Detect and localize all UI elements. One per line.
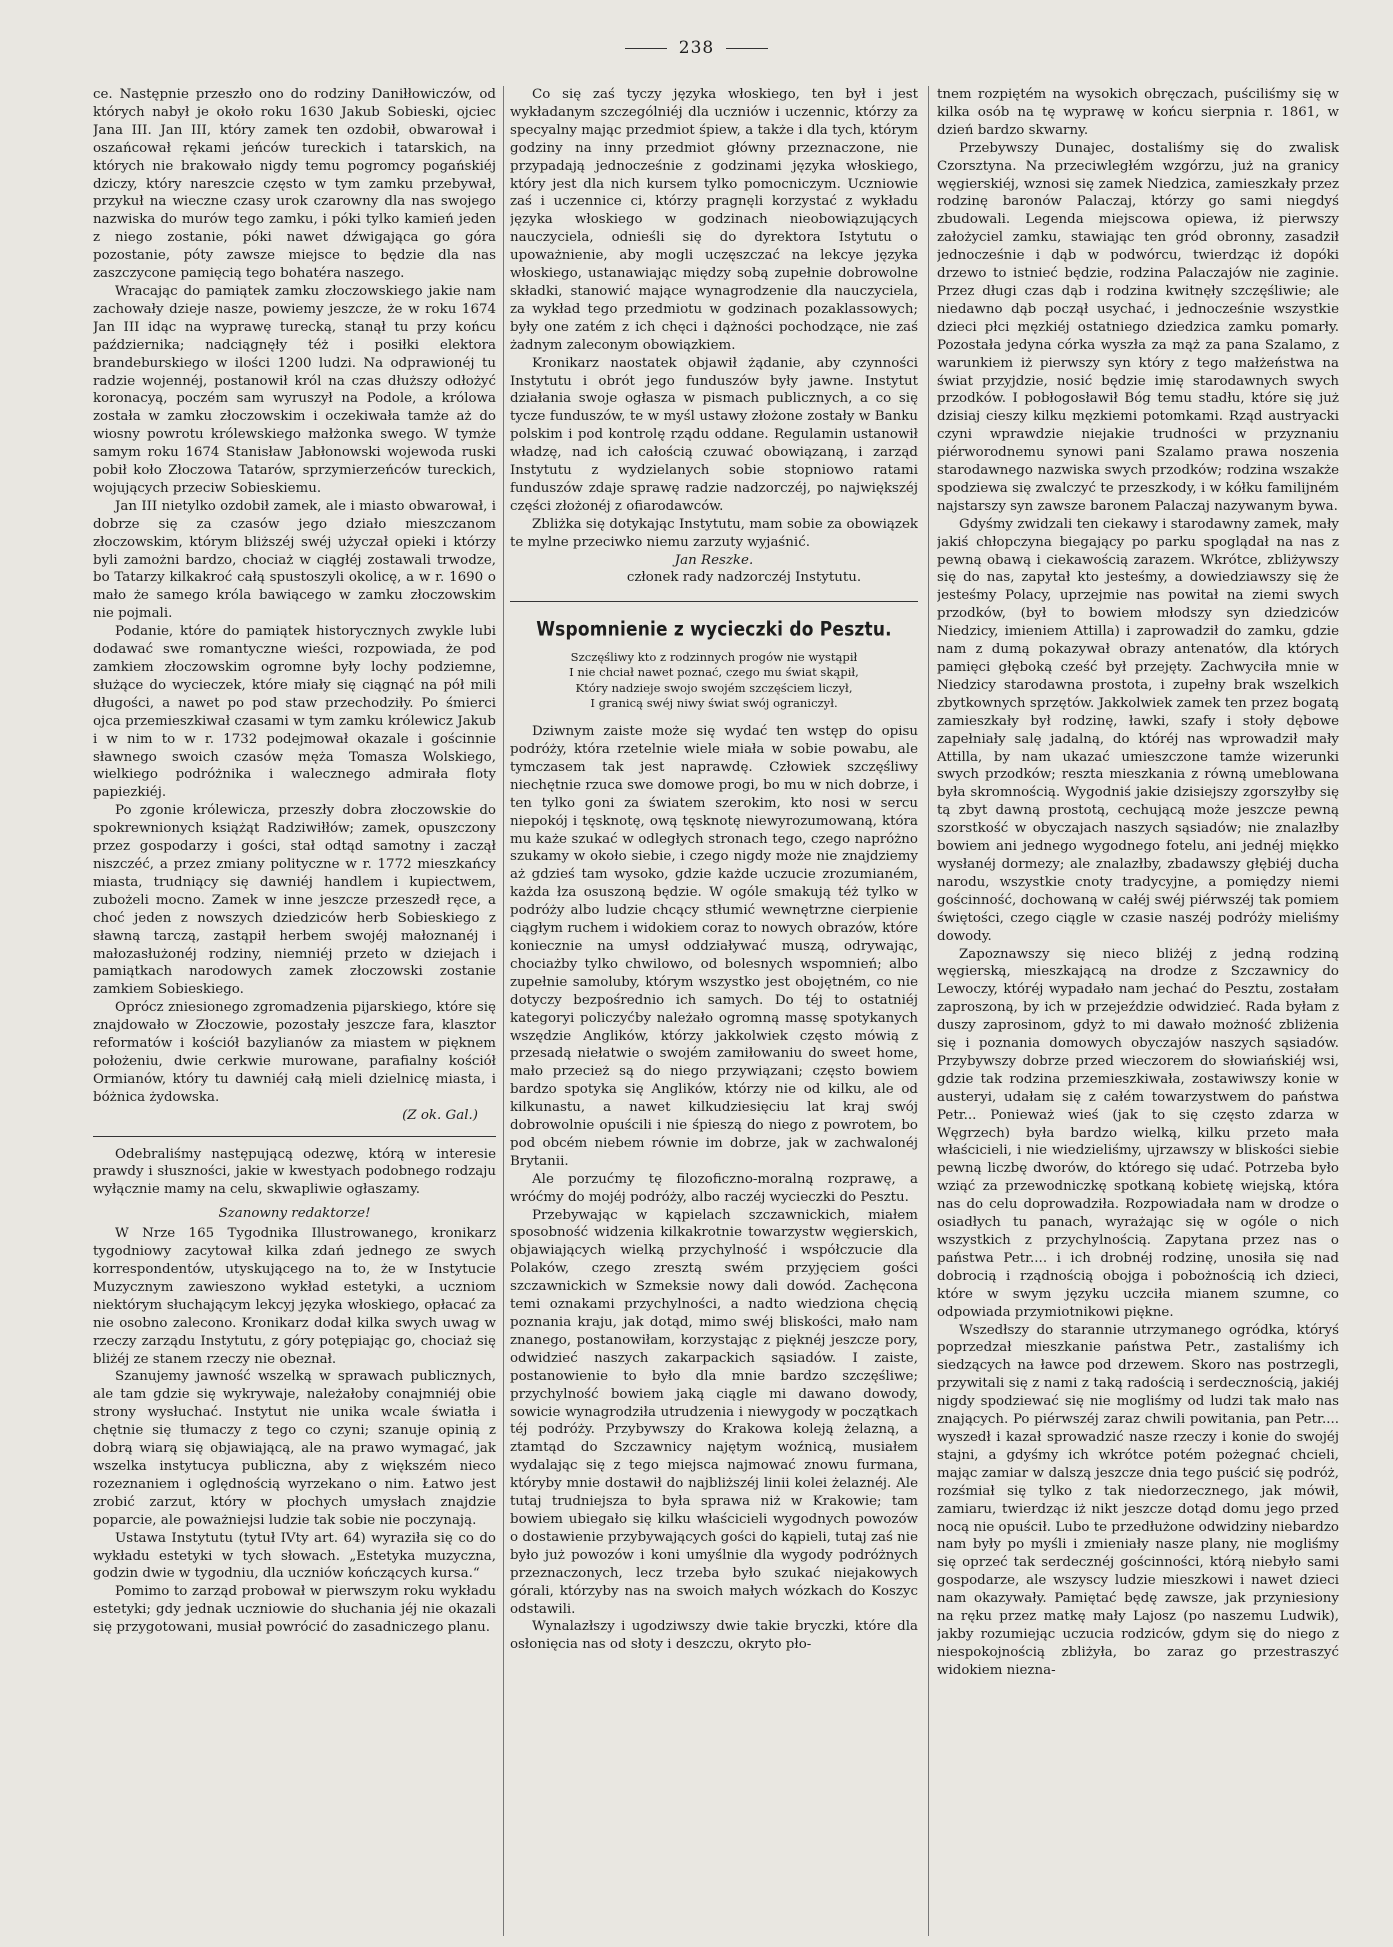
article-paragraph: Ale porzućmy tę filozoficzno-moralną rozprawę, a wróćmy do mojéj podróży, albo raczéj wycieczki do Pesztu. [510,1171,918,1205]
paragraph: Zbliżka się dotykając Instytutu, mam sobie za obowiązek te mylne przeciwko niemu zarzuty wyjaśnić. [510,516,918,550]
paragraph: Co się zaś tyczy języka włoskiego, ten był i jest wykładanym szczególniéj dla uczniów i uczennic, którzy za specyalny mając przedmiot śpiew, a także i dla tych, którym godziny na inny przedmiot główny przeznaczone, nie przypadają jednocześnie z godzinami języka włoskiego, który jest dla nich kursem tylko pomocniczym. Uczniowie zaś i uczennice ci, którzy pragnęli korzystać z wykładu języka włoskiego w godzinach nieobowiązujących nauczyciela, odnieśli się do dyrektora Istytutu o upoważnienie, aby mogli uczęszczać na lekcye języka włoskiego, ustanawiając między sobą zupełnie dobrowolne składki, stanowić mające wynagrodzenie dla nauczyciela, za wykład tego przedmiotu w godzinach pozaklassowych; były one zatém z ich chęci i dążności pochodzące, nie zaś żadnym zaleconym obowiązkiem. [510,87,918,353]
letter-paragraph: Pomimo to zarząd probował w pierwszym roku wykładu estetyki; gdy jednak uczniowie do słuchania jéj nie okazali się przygotowani, musiał powrócić do zasadniczego planu. [93,1584,496,1636]
column-2 [510,86,918,1936]
signature-name: Jan Reszke. [674,552,754,568]
paragraph: Oprócz zniesionego zgromadzenia pijarskiego, które się znajdowało w Złoczowie, pozostały jeszcze fara, klasztor reformatów i kościół bazylianów za miastem w pięknem położeniu, dwie cerkwie murowane, parafialny kościół Ormianów, który tu dawniéj całą mieli dzielnicę miasta, i bóżnica żydowska. [93,1000,496,1105]
paragraph: Zapoznawszy się nieco bliżéj z jedną rodziną węgierską, mieszkającą na drodze z Szczawnicy do Lewoczy, któréj wypadało nam jechać do Pesztu, zostałam zaproszoną, by ich w przejeździe odwidzieć. Rada byłam z duszy zaprosinom, gdyż to mi dawało możność zbliżenia się i poznania domowych obyczajów naszych sąsiadów. Przybywszy dobrze przed wieczorem do słowiańskiéj wsi, gdzie tak rodzina przemieszkiwała, zostawiwszy konie w austeryi, udałam się z całém towarzystwem do państwa Petr... Ponieważ wieś (jak to się często zdarza w Węgrzech) była bardzo wielką, kilku przeto mała właścicieli, i nie wiedzieliśmy, ujrzawszy w bliskości siebie pewną liczbę dworów, do którego się udać. Potrzeba było wziąć za przewodniczkę spotkaną kobietę wiejską, która nas do celu doprowadziła. Rozpowiadała nam w drodze o osiadłych tu panach, wyrażając się w ogóle o nich wszystkich z przychylnością. Zapytana przez nas o państwa Petr.... i ich drobnéj rodzinę, unosiła się nad dobrocią i rządnością obojga i pobożnością ich dzieci, które w swym języku uczciła mianem szumne, co odpowiada przymiotnikowi piękne. [937,946,1339,1320]
paragraph: tnem rozpiętém na wysokich obręczach, puściliśmy się w kilka osób na tę wyprawę w końcu sierpnia r. 1861, w dzień bardzo skwarny. [937,87,1339,138]
column-1 [93,86,496,1936]
paragraph: ce. Następnie przeszło ono do rodziny Daniłłowiczów, od których nabył je około roku 1630 Jakub Sobieski, ojciec Jana III. Jan III, który zamek ten ozdobił, obwarował i oszańcował rękami jeńców tureckich i tatarskich, na których nie brakowało nigdy temu pogromcy pogańskiéj dziczy, który nareszcie często w tym zamku przebywał, przykuł na wieczne czasy urok czarowny dla nas swojego nazwiska do murów tego zamku, i póki tylko kamień jeden z niego zostanie, póki nawet dźwigająca go góra pozostanie, póty zawsze miejsce to będzie dla nas zaszczycone pamięcią tego bohatéra naszego. [93,87,496,282]
letter-paragraph: Ustawa Instytutu (tytuł IVty art. 64) wyraziła się co do wykładu estetyki w tych słowach. „Estetyka muzyczna, godzin dwie w tygodniu, dla uczniów kończących kursa.“ [93,1530,496,1582]
article-paragraph: Wynalazłszy i ugodziwszy dwie takie bryczki, które dla osłonięcia nas od słoty i deszczu, okryto pło- [510,1619,918,1653]
signature-role: członek rady nadzorczéj Instytutu. [626,570,862,586]
letter-paragraph: Szanujemy jawność wszelką w sprawach publicznych, ale tam gdzie się wykrywaje, należałoby conajmniéj obie strony wysłuchać. Instytut nie unika wcale światła i chętnie się tłumaczy z tego co czyni; szanuje opinią z dobrą wiarą się objawiającą, ale na prawo wymagać, jak wszelka instytucya publiczna, aby z większém nieco rozeznaniem i oględnością wyrzekano o nim. Łatwo jest zrobić zarzut, który w płochych umysłach znajdzie poparcie, ale poważniejsi ludzie tak sobie nie poczynają. [93,1369,496,1528]
paragraph: Podanie, które do pamiątek historycznych zwykle lubi dodawać swe romantyczne wieści, rozpowiada, że pod zamkiem złoczowskim ogromne były lochy podziemne, służące do wycieczek, które miały się ciągnąć na pół mili długości, a nawet po pod staw przechodziły. Po śmierci ojca przemieszkiwał czasami w tym zamku królewicz Jakub i w nim to w r. 1732 podejmował okazale i gościnnie sławnego swoich czasów męża Tomasza Wolskiego, wielkiego podróżnika i walecznego admirała floty papiezkiéj. [93,624,496,801]
epigraph [510,650,918,711]
paragraph: Kronikarz naostatek objawił żądanie, aby czynności Instytutu i obrót jego funduszów były jawne. Instytut działania swoje ogłasza w pismach publicznych, a co się tycze funduszów, te w myśl ustawy złożone zostały w Banku polskim i pod kontrolę rządu oddane. Regulamin ustanowił władzę, nad ich całością czuwać obowiązaną, i zarząd Instytutu z wydzielanych sobie stopniowo ratami funduszów zdaje sprawę radzie nadzorczéj, po największéj części złożonéj z ofiarodawców. [510,355,918,514]
source-note: (Z ok. Gal.) [402,1107,478,1123]
article-title: Wspomnienie z wycieczki do Pesztu. [536,618,892,642]
epigraph-line: Szczęśliwy kto z rodzinnych progów nie wystąpił [570,650,858,665]
paragraph: Jan III nietylko ozdobił zamek, ale i miasto obwarował, i dobrze się za czasów jego działo mieszczanom złoczowskim, którym bliższéj swéj użyczał opieki i którzy byli zamożni bardzo, chociaż w ciągłéj zostawali trwodze, bo Tatarzy kilkakroć całą spustoszyli okolicę, a w r. 1690 o mało że samego króla bawiącego w zamku złoczowskim nie pojmali. [93,498,496,622]
paragraph: Wszedłszy do starannie utrzymanego ogródka, któryś poprzedzał mieszkanie państwa Petr., zastaliśmy ich siedzących na ławce pod drzewem. Skoro nas postrzegli, przywitali się z nami z taką radością i serdecznością, jakiéj nigdy spodziewać się nie mogliśmy od ludzi tak mało nas znających. Po piérwszéj zaraz chwili powitania, pan Petr.... wyszedł i kazał sprowadzić nasze rzeczy i konie do swojéj stajni, a gdyśmy ich wkrótce potém pożegnać chcieli, mając zamiar w dalszą jeszcze dnia tego puścić się podróż, rozśmiał się tylko z tak niedorzecznego, jak mówił, zamiaru, twierdząc iż nikt jeszcze dotąd domu jego przed nocą nie opuścił. Lubo te przedłużone odwidziny niebardzo nam były po myśli i zmieniały nasze plany, nie mogliśmy się oprzeć tak serdecznéj gościnności, którą niebyło sami gospodarze, ale wszyscy ludzie mieszkowi i nawet dzieci nam okazywały. Pamiętać będę zawsze, jak przyniesiony na ręku przez matkę mały Lajosz (po naszemu Ludwik), jakby rozumiejąc uczucia rodziców, gdym się do niego z niespokojnością zbliżyła, bo zaraz go przestraszyć widokiem niezna- [937,1322,1339,1678]
paragraph: Przebywszy Dunajec, dostaliśmy się do zwalisk Czorsztyna. Na przeciwległém wzgórzu, już na granicy węgierskiéj, wznosi się zamek Niedzica, zamieszkały przez rodzinę baronów Palaczaj, którzy go sami niegdyś zbudowali. Legenda miejscowa opiewa, iż pierwszy założyciel zamku, stawiając ten gród obronny, zasadził jednocześnie i dąb w podwórcu, twierdząc iż dopóki drzewo to istnieć będzie, rodzina Palaczajów nie zaginie. Przez długi czas dąb i rodzina kwitnęły szczęśliwie; ale niedawno dąb począł usychać, i jednocześnie wszystkie dzieci płci męzkiéj ostatniego dziedzica zamku pomarły. Pozostała jedyna córka wyszła za mąż za pana Szalamo, z warunkiem iż pierwszy syn który z tego małżeństwa na świat przyjdzie, nosić będzie imię starodawnych swych przodków. I pobłogosławił Bóg temu stadłu, które się już dzisiaj cieszy kilku męzkiemi potomkami. Rząd austryacki czyni wprawdzie niejakie trudności w przyznaniu piérworodnemu synowi pani Szalamo prawa noszenia starodawnego nazwiska swych przodków; rodzina wszakże spodziewa się zwalczyć te przeszkody, i w kółku familijném najstarszy syn zawsze baronem Palaczaj nazywanym bywa. [937,140,1339,514]
paragraph: Wracając do pamiątek zamku złoczowskiego jakie nam zachowały dzieje nasze, powiemy jeszcze, że w roku 1674 Jan III idąc na wyprawę turecką, stanął tu przy końcu października; nadciągnęły téż i posiłki elektora brandeburskiego w ilości 1200 ludzi. Na odprawionéj tu radzie wojennéj, postanowił król na czas dłuższy odłożyć koronacyą, poczém sam wyruszył na Podole, a królowa została w zamku złoczowskim i oczekiwała tamże aż do wiosny powrotu królewskiego małżonka swego. W tymże samym roku 1674 Stanisław Jabłonowski wojewoda ruski pobił koło Złoczowa Tatarów, sprzymierzeńców tureckich, wojujących przeciw Sobieskiemu. [93,283,496,496]
epigraph-line: I nie chciał nawet poznać, czego mu świat skąpił, [569,665,859,680]
article-paragraph: Przebywając w kąpielach szczawnickich, miałem sposobność widzenia kilkakrotnie towarzystw węgierskich, objawiających wielką przychylność i współczucie dla Polaków, czego zresztą swém przyjęciem gości szczawnickich w Szmeksie nowy dali dowód. Zachęcona temi oznakami przychylności, a nadto wiedziona chęcią poznania kraju, jak dotąd, mimo swéj bliskości, mało nam znanego, postanowiłam, korzystając z pięknéj jeszcze pory, odwidzieć naszych zakarpackich sąsiadów. I zaiste, postanowienie to było dla mnie bardzo szczęśliwe; przychylność bowiem jaką ciągle mi dawano dowody, sowicie wynagrodziła utrudzenia i niewygody w początkach téj podróży. Przybywszy do Krakowa koleją żelazną, a ztamtąd do Szczawnicy najętym woźnicą, musiałem wydalając się z tego miejsca najmować znowu furmana, któryby mnie dostawił do najbliższéj linii kolei żelaznéj. Ale tutaj trudniejsza to była sprawa niż w Krakowie; tam bowiem ubiegało się kilku właścicieli wygodnych powozów o dostawienie przybywających gości do kąpieli, tutaj zaś nie było już powozów i koni umyślnie dla wygody podróżnych przeznaczonych, lecz trzeba było szukać niejakowych górali, którzyby nas na swoich małych wózkach do Koszyc odstawili. [510,1207,918,1617]
column-3 [937,86,1339,1936]
epigraph-line: Który nadzieje swojo swojém szczęściem liczył, [575,680,853,695]
page-number: 238 [0,38,1393,58]
paragraph: Gdyśmy zwidzali ten ciekawy i starodawny zamek, mały jakiś chłopczyna biegający po parku spoglądał na nas z pewną obawą i ciekawością zarazem. Wkrótce, zbliżywszy się do nas, zapytał kto jesteśmy, a dowiedziawszy się że jesteśmy Polacy, uprzejmie nas powitał na ziemi swych przodków, (był to bowiem młodszy syn dziedziców Niedzicy, imieniem Attilla) i zaprowadził do zamku, gdzie nam z dumą pokazywał obrazy antenatów, dla których pamięci głęboką cześć był przejęty. Zachwyciła mnie w Niedzicy starodawna prostota, i zupełny brak wszelkich zbytkownych sprzętów. Jakkolwiek zamek ten przez bogatą zamieszkały był rodzinę, ławki, szafy i stoły dębowe zapełniały salę jadalną, do któréj nas wprowadził mały Attilla, by nam ukazać umieszczone tamże wizerunki swych przodków; reszta mieszkania z równą umeblowana była skromnością. Wygodniś jakie dzisiejszy zgorszyłby się tą zbyt dawną prostotą, cechującą może jeszcze pewną szorstkość w obyczajach naszych sąsiadów; nie znalazłby bowiem ani jednego wygodnego fotelu, ani jednéj miękko wysłanéj dormezy; ale znalazłby, zbadawszy głębiéj ducha narodu, wszystkie cnoty tradycyjne, a pomiędzy niemi gościnność, dochowaną w całéj swéj piérwszéj tak pomiem świętości, czego ciągle w czasie naszéj podróży mieliśmy dowody. [937,516,1339,944]
epigraph-line: I granicą swéj niwy świat swój ograniczył. [590,695,838,710]
column-divider [503,86,504,1936]
letter-paragraph: W Nrze 165 Tygodnika Illustrowanego, kronikarz tygodniowy zacytował kilka zdań jednego ze swych korrespondentów, utyskującego na to, że w Instytucie Muzycznym zawieszono wykład estetyki, a uczniom niektórym słuchającym lekcyj języka włoskiego, opłacać za nie osobno zalecono. Kronikarz dodał kilka swych uwag w rzeczy zarządu Instytutu, z góry potępiając go, chociaż się bliżéj ze stanem rzeczy nie obeznał. [93,1226,496,1367]
paragraph: Po zgonie królewicza, przeszły dobra złoczowskie do spokrewnionych książąt Radziwiłłów; zamek, opuszczony przez gospodarzy i gości, stał odtąd samotny i zaczął niszczéć, a przez zmiany polityczne w r. 1772 mieszkańcy miasta, trudniący się dawniéj handlem i kupiectwem, zubożeli mocno. Zamek w inne jeszcze przeszedł ręce, a choć jeden z nowszych dziedziców herb Sobieskiego z sławną tarczą, zastąpił herbem swojéj małoznanéj i małozasłużonéj rodziny, niemniéj przeto w dziejach i pamiątkach narodowych zamek złoczowski zostanie zamkiem Sobieskiego. [93,803,496,998]
article-paragraph: Dziwnym zaiste może się wydać ten wstęp do opisu podróży, która rzetelnie wiele miała w sobie powabu, ale tymczasem tak jest naprawdę. Człowiek szczęśliwy niechętnie rzuca swe domowe progi, bo mu w nich dobrze, i ten tylko goni za światem szerokim, kto nosi w sercu niepokój i tęsknotę, ową tęsknotę niewyrozumowaną, która mu każe szukać w odległych stronach tego, czego napróżno szukamy w około siebie, i czego nigdy może nie znajdziemy aż gdzieś tam wysoko, gdzie każde uczucie zrozumianém, każda łza osuszoną będzie. W ogóle smakują téż tylko w podróży albo ludzie chcący stłumić wewnętrzne cierpienie ciągłym ruchem i widokiem coraz to nowych obrazów, które koniecznie na umysł oddziaływać muszą, odrywając, chociażby tylko chwilowo, od bolesnych wspomnień; albo zupełnie samoluby, którym wszystko jest obojętném, co nie dotyczy bezpośrednio ich samych. Do téj to ostatniéj kategoryi policzyćby należało ogromną massę spotykanych wszędzie Anglików, którzy jakkolwiek często mówią z przesadą niełatwie o swojém zamiłowaniu do sweet home, mało przecież są do niego przywiązani; często bowiem bardzo spotyka się Anglików, którzy nie od kilku, ale od kilkunastu, a nawet kilkudziesięciu lat kraj swój dobrowolnie opuścili i nie śpieszą do niego z powrotem, bo pod obcém niebem równie im dobrze, jak w zachwalonéj Brytanii. [510,724,918,1169]
salutation: Szanowny redaktorze! [218,1206,371,1222]
section-divider [93,1136,496,1137]
column-divider [928,86,929,1936]
letter-intro: Odebraliśmy następującą odezwę, którą w interesie prawdy i słuszności, jakie w kwestyach podobnego rodzaju wyłącznie mamy na celu, skwapliwie ogłaszamy. [93,1146,496,1198]
section-divider [510,601,918,602]
